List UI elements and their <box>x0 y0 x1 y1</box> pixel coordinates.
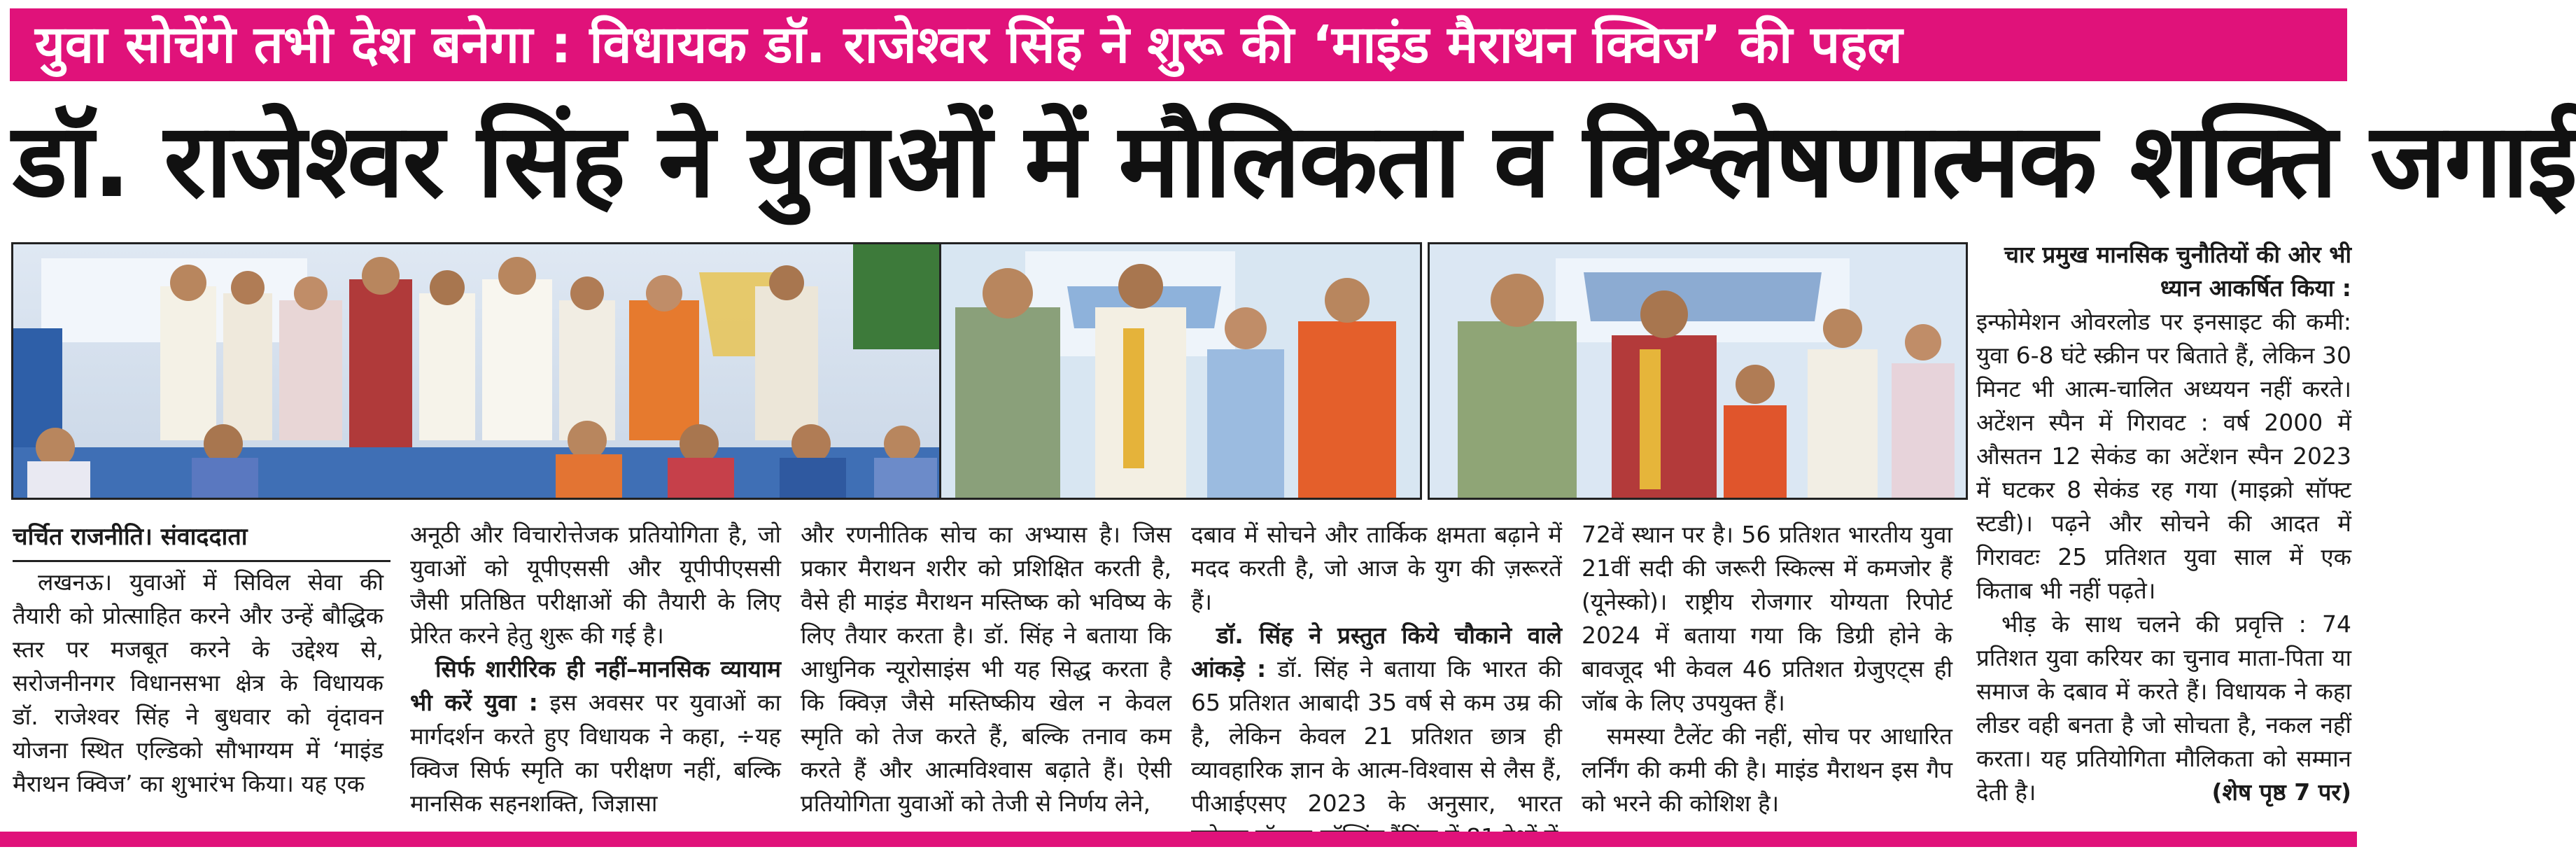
column-5-paragraph-1: 72वें स्थान पर है। 56 प्रतिशत भारतीय युवा 21वीं सदी की जरूरी स्किल्स में कमजोर हैं (यूनेस्को)। राष्ट्रीय रोजगार योग्यता रिपोर्ट 2024 में बताया गया कि डिग्री होने के बावजूद भी केवल 46 प्रतिशत ग्रेजुएट्स ही जॉब के लिए उपयुक्त हैं। <box>1582 521 1952 716</box>
column-4-paragraph-2 <box>1191 619 1562 854</box>
article-column-5 <box>1582 518 1952 826</box>
byline-divider <box>13 560 390 562</box>
photo-felicitation <box>939 242 1422 500</box>
kicker-banner: युवा सोचेंगे तभी देश बनेगा : विधायक डॉ. राजेश्वर सिंह ने शुरू की ‘माइंड मैराथन क्विज’ की पहल <box>10 8 2347 81</box>
column-2-paragraph-2 <box>410 652 781 820</box>
subhead-statistics: डॉ. सिंह ने प्रस्तुत किये चौकाने वाले आंकड़े : <box>1191 622 1562 682</box>
column-2-paragraph-1: अनूठी और विचारोत्तेजक प्रतियोगिता है, जो युवाओं को यूपीएससी और यूपीपीएससी जैसी प्रतिष्ठित परीक्षाओं की तैयारी के लिए प्रेरित करने हेतु शुरू की गई है। <box>410 521 781 649</box>
article-column-2 <box>410 518 781 826</box>
column-3-paragraph: और रणनीतिक सोच का अभ्यास है। जिस प्रकार मैराथन शरीर को प्रशिक्षित करती है, वैसे ही माइंड मैराथन मस्तिष्क को भविष्य के लिए तैयार करता है। डॉ. सिंह ने बताया कि आधुनिक न्यूरोसाइंस भी यह सिद्ध करता है कि क्विज़ जैसे मस्तिष्कीय खेल न केवल स्मृति को तेज करते हैं, बल्कि तनाव कम करते हैं और आत्मविश्वास बढ़ाते हैं। ऐसी प्रतियोगिता युवाओं को तेजी से निर्णय लेने, <box>801 521 1171 817</box>
sidebar-paragraph-2 <box>1976 608 2351 809</box>
bottom-accent-bar <box>0 832 2357 847</box>
column-5-paragraph-2: समस्या टैलेंट की नहीं, सोच पर आधारित लर्निंग की कमी की है। माइंड मैराथन इस गैप को भरने की कोशिश है। <box>1582 722 1952 817</box>
subhead-mental-exercise: सिर्फ शारीरिक ही नहीं–मानसिक व्यायाम भी करें युवा : <box>410 655 781 716</box>
headline: डॉ. राजेश्वर सिंह ने युवाओं में मौलिकता व विश्लेषणात्मक शक्ति जगाई <box>13 102 2576 220</box>
byline: चर्चित राजनीति। संवाददाता <box>13 523 248 551</box>
sidebar-paragraph-2-text: भीड़ के साथ चलने की प्रवृत्ति : 74 प्रतिशत युवा करियर का चुनाव माता-पिता या समाज के दबाव में करते हैं। विधायक ने कहा लीडर वही बनता है जो सोचता है, नकल नहीं करता। यह प्रतियोगिता मौलिकता को सम्मान देती है। <box>1976 610 2351 806</box>
column-4-paragraph-1: दबाव में सोचने और तार्किक क्षमता बढ़ाने में मदद करती है, जो आज के युग की ज़रूरतें हैं। <box>1191 521 1562 615</box>
continued-note: (शेष पृष्ठ 7 पर) <box>2211 778 2351 806</box>
column-4-paragraph-2-text: डॉ. सिंह ने बताया कि भारत की 65 प्रतिशत आबादी 35 वर्ष से कम उम्र की है, लेकिन केवल 21 प्रतिशत छात्र ही व्यावहारिक ज्ञान के आत्म-विश्वास से लैस हैं, पीआईएसए 2023 के अनुसार, भारत <box>1191 655 1562 817</box>
article-column-4 <box>1191 518 1562 826</box>
sidebar-paragraph-1: इन्फोमेशन ओवरलोड पर इनसाइट की कमी: युवा 6-8 घंटे स्क्रीन पर बिताते हैं, लेकिन 30 मिनट भी आत्म-चालित अध्ययन नहीं करते। अटेंशन स्पैन में गिरावट : वर्ष 2000 में औसतन 12 सेकंड का अटेंशन स्पैन 2023 में घटकर 8 सेकंड रह गया (माइक्रो सॉफ्ट स्टडी)। पढ़ने और सोचने की आदत में गिरावटः 25 प्रतिशत युवा साल में एक किताब भी नहीं पढ़ते। <box>1976 308 2351 604</box>
sidebar-lead: चार प्रमुख मानसिक चुनौतियों की ओर भी ध्यान आकर्षित किया : <box>2004 241 2351 302</box>
article-column-3 <box>801 518 1171 826</box>
column-2-paragraph-2-text: इस अवसर पर युवाओं का मार्गदर्शन करते हुए विधायक ने कहा, ÷यह क्विज सिर्फ स्मृति का परीक्षण नहीं, बल्कि मानसिक सहनशक्ति, जिज्ञासा <box>410 689 781 817</box>
photo-group-event <box>11 242 942 500</box>
article-column-1 <box>13 566 383 826</box>
column-1-paragraph: लखनऊ। युवाओं में सिविल सेवा की तैयारी को प्रोत्साहित करने और उन्हें बौद्धिक स्तर पर मजबूत करने के उद्देश्य से, सरोजनीनगर विधानसभा क्षेत्र के विधायक डॉ. राजेश्वर सिंह ने बुधवार को वृंदावन योजना स्थित एल्डिको सौभाग्यम में ‘माइंड मैराथन क्विज’ का शुभारंभ किया। यह एक <box>13 568 383 797</box>
photo-award-child <box>1428 242 1968 500</box>
sidebar-column <box>1976 238 2351 819</box>
